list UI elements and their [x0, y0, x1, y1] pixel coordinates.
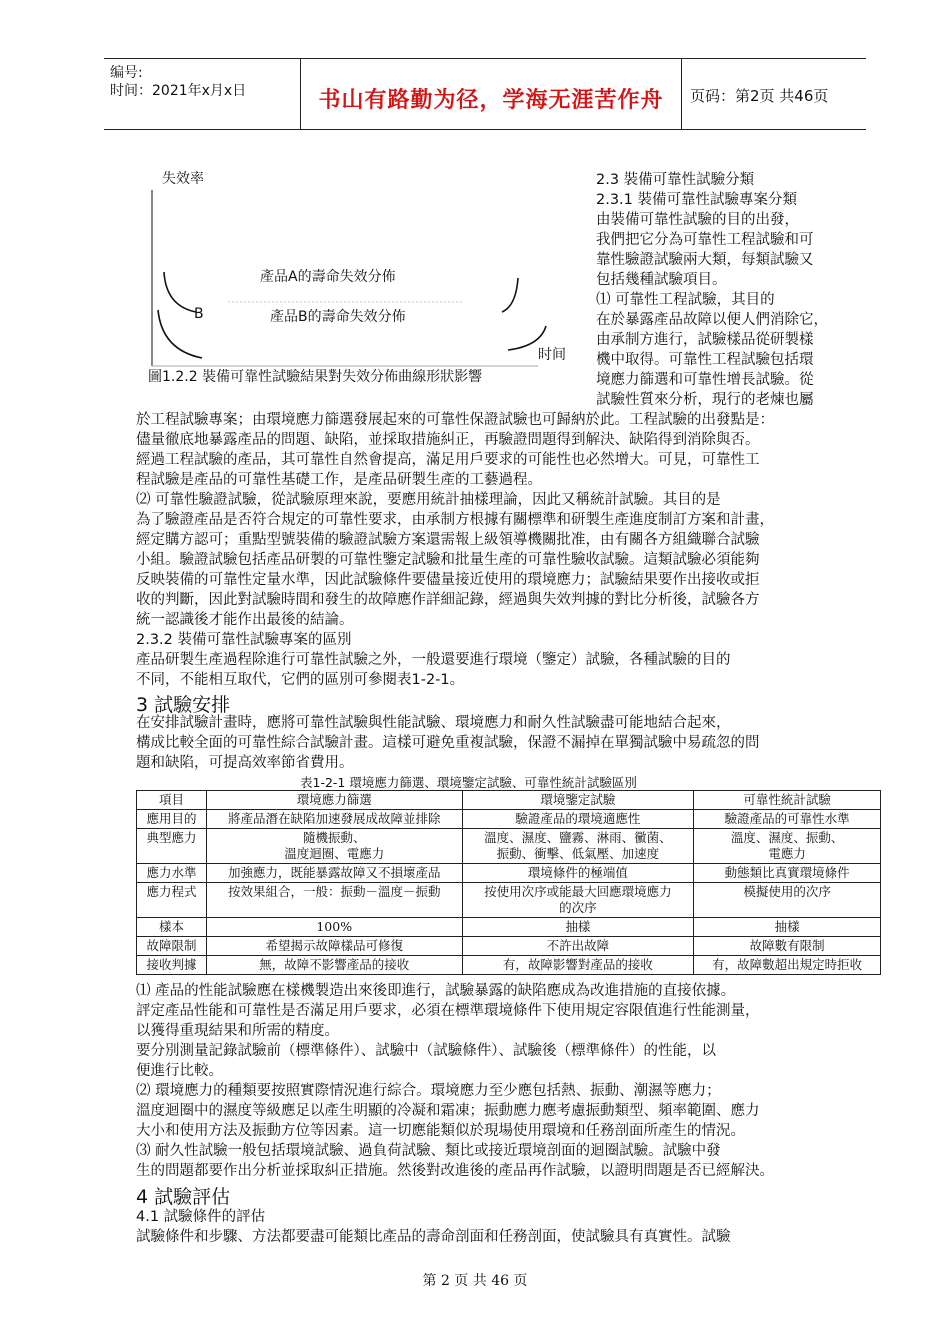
subsection-title: 4.1 試驗條件的評估 [136, 1209, 266, 1225]
table-cell: 按效果組合，一般：振動－溫度－振動 [206, 883, 462, 918]
subsection-title: 2.3.2 裝備可靠性試驗專案的區別 [136, 632, 352, 648]
text-line: 不同，不能相互取代，它們的區別可參閱表1-2-1。 [136, 672, 465, 688]
section-4-title: 4 試驗評估 [136, 1186, 231, 1208]
table-row [137, 829, 881, 864]
curve-a-left [164, 272, 196, 312]
text-line: ⑴ 產品的性能試驗應在樣機製造出來後即進行，試驗暴露的缺陷應成為改進措施的直接依據。 [136, 983, 736, 999]
motto: 书山有路勤为径，学海无涯苦作舟 [318, 88, 664, 113]
curve-b-marker: B [194, 306, 204, 322]
table-header: 環境應力篩選 [206, 791, 462, 810]
comparison-table [136, 790, 881, 975]
text-line: 要分別測量記錄試驗前（標準條件）、試驗中（試驗條件）、試驗後（標準條件）的性能，以 [136, 1043, 716, 1059]
table-row [137, 864, 881, 883]
table-header: 環境鑒定試驗 [462, 791, 694, 810]
table-row [137, 883, 881, 918]
text-line: 由裝備可靠性試驗的目的出發， [596, 212, 799, 228]
table-header: 項目 [137, 791, 207, 810]
text-line: ⑴ 可靠性工程試驗，其目的 [596, 292, 775, 308]
table-header: 可靠性統計試驗 [694, 791, 881, 810]
number-label: 编号: [110, 65, 143, 81]
figure-caption: 圖1.2.2 裝備可靠性試驗結果對失效分佈曲線形狀影響 [148, 369, 483, 385]
text-line: 在安排試驗計畫時，應將可靠性試驗與性能試驗、環境應力和耐久性試驗盡可能地結合起來， [136, 715, 731, 731]
header-meta-cell [104, 59, 301, 129]
table-row [137, 937, 881, 956]
section-3-title: 3 試驗安排 [136, 694, 231, 716]
header-page-cell [682, 59, 866, 129]
text-line: 試驗性質來分析，現行的老煉也屬 [596, 392, 814, 408]
text-line: 小組。驗證試驗包括產品研製的可靠性鑒定試驗和批量生產的可靠性驗收試驗。這類試驗必須能夠 [136, 552, 760, 568]
text-line: 於工程試驗專案；由環境應力篩選發展起來的可靠性保證試驗也可歸納於此。工程試驗的出發點是： [136, 412, 774, 428]
text-line: 靠性驗證試驗兩大類，每類試驗又 [596, 252, 814, 268]
failure-distribution-figure [148, 160, 578, 388]
time-label: 时间：2021年x月x日 [110, 83, 247, 99]
text-line: 題和缺陷，可提高效率節省費用。 [136, 755, 354, 771]
text-line: 儘量徹底地暴露產品的問題、缺陷，並採取措施糾正，再驗證問題得到解決、缺陷得到消除與否。 [136, 432, 760, 448]
table-cell: 樣本 [137, 918, 207, 937]
text-line: 評定產品性能和可靠性是否滿足用戶要求，必須在標準環境條件下使用規定容限值進行性能測量， [136, 1003, 760, 1019]
text-line: 產品研製生產過程除進行可靠性試驗之外，一般還要進行環境（鑒定）試驗，各種試驗的目的 [136, 652, 731, 668]
table-cell: 按使用次序或能最大回應環境應力 的次序 [462, 883, 694, 918]
table-cell: 隨機振動、 溫度迴圈、電應力 [206, 829, 462, 864]
text-line: 2.3.1 裝備可靠性試驗專案分類 [596, 192, 798, 208]
table-caption: 表1-2-1 環境應力篩選、環境鑒定試驗、可靠性統計試驗區別 [300, 775, 637, 790]
text-line: 反映裝備的可靠性定量水準，因此試驗條件要儘量接近使用的環境應力；試驗結果要作出接收或拒 [136, 572, 760, 588]
table-row [137, 918, 881, 937]
table-cell: 接收判據 [137, 956, 207, 975]
page-header [104, 58, 866, 130]
curve-b-label: 產品B的壽命失效分佈 [270, 309, 406, 325]
text-line: 經過工程試驗的產品，其可靠性自然會提高，滿足用戶要求的可能性也必然增大。可見，可靠性工 [136, 452, 760, 468]
text-line: ⑵ 可靠性驗證試驗，從試驗原理來說，要應用統計抽樣理論，因此又稱統計試驗。其目的是 [136, 492, 721, 508]
text-line: 我們把它分為可靠性工程試驗和可 [596, 232, 814, 248]
table-cell: 抽樣 [462, 918, 694, 937]
curve-a-label: 產品A的壽命失效分佈 [260, 269, 396, 285]
table-header-row [137, 791, 881, 810]
table-row [137, 956, 881, 975]
page-footer: 第 2 页 共 46 页 [422, 1273, 528, 1289]
table-cell: 應力水準 [137, 864, 207, 883]
text-line: 在於暴露產品故障以便人們消除它， [596, 312, 828, 328]
table-cell: 溫度、濕度、振動、 電應力 [694, 829, 881, 864]
page-info: 页码：第2页 共46页 [690, 87, 829, 105]
table-cell: 無，故障不影響產品的接收 [206, 956, 462, 975]
table-cell: 100% [206, 918, 462, 937]
text-line: 試驗條件和步驟、方法都要盡可能類比產品的壽命剖面和任務剖面，使試驗具有真實性。試驗 [136, 1229, 731, 1245]
text-line: 統一認識後才能作出最後的結論。 [136, 612, 354, 628]
table-cell: 典型應力 [137, 829, 207, 864]
table-cell: 希望揭示故障樣品可修復 [206, 937, 462, 956]
text-line: 境應力篩選和可靠性增長試驗。從 [596, 372, 814, 388]
text-line: 經定購方認可；重點型號裝備的驗證試驗方案還需報上級領導機關批准，由有關各方組織聯合試驗 [136, 532, 760, 548]
text-line: 生的問題都要作出分析並採取糾正措施。然後對改進後的產品再作試驗，以證明問題是否已經解決。 [136, 1163, 774, 1179]
table-cell: 故障數有限制 [694, 937, 881, 956]
table-cell: 不許出故障 [462, 937, 694, 956]
table-cell: 應用目的 [137, 810, 207, 829]
text-line: 包括幾種試驗項目。 [596, 272, 727, 288]
text-line: 以獲得重現結果和所需的精度。 [136, 1023, 339, 1039]
text-line: 程試驗是產品的可靠性基礎工作，是產品研製生產的工藝過程。 [136, 472, 542, 488]
text-line: 機中取得。可靠性工程試驗包括環 [596, 352, 814, 368]
table-cell: 應力程式 [137, 883, 207, 918]
table-cell: 加強應力，既能暴露故障又不損壞產品 [206, 864, 462, 883]
text-line: 為了驗證產品是否符合規定的可靠性要求，由承制方根據有關標準和研製生產進度制訂方案和計畫， [136, 512, 774, 528]
table-cell: 動態類比真實環境條件 [694, 864, 881, 883]
text-line: 便進行比較。 [136, 1063, 223, 1079]
text-line: 構成比較全面的可靠性綜合試驗計畫。這樣可避免重複試驗，保證不漏掉在單獨試驗中易疏忽的問 [136, 735, 760, 751]
table-cell: 有，故障影響對產品的接收 [462, 956, 694, 975]
table-cell: 抽樣 [694, 918, 881, 937]
table-row [137, 810, 881, 829]
table-cell: 將產品潛在缺陷加速發展成故障並排除 [206, 810, 462, 829]
table-cell: 環境條件的極端值 [462, 864, 694, 883]
table-cell: 模擬使用的次序 [694, 883, 881, 918]
text-line: 大小和使用方法及振動方位等因素。這一切應能類似於現場使用環境和任務剖面所產生的情況。 [136, 1123, 745, 1139]
text-line: ⑵ 環境應力的種類要按照實際情況進行綜合。環境應力至少應包括熱、振動、潮濕等應力； [136, 1083, 721, 1099]
text-line: ⑶ 耐久性試驗一般包括環境試驗、過負荷試驗、類比或接近環境剖面的迴圈試驗。試驗中發 [136, 1143, 721, 1159]
curve-a-right [502, 278, 518, 312]
table-cell: 溫度、濕度、鹽霧、淋雨、黴菌、 振動、衝擊、低氣壓、加速度 [462, 829, 694, 864]
x-axis-label: 时间 [538, 347, 566, 363]
text-line: 由承制方進行，試驗樣品從研製樣 [596, 332, 814, 348]
table-cell: 驗證產品的可靠性水準 [694, 810, 881, 829]
text-line: 溫度迴圈中的濕度等級應足以產生明顯的冷凝和霜凍；振動應力應考慮振動類型、頻率範圍、應力 [136, 1103, 760, 1119]
header-motto-cell [301, 59, 682, 129]
text-line: 收的判斷，因此對試驗時間和發生的故障應作詳細記錄，經過與失效判據的對比分析後，試驗各方 [136, 592, 760, 608]
text-line: 2.3 裝備可靠性試驗分類 [596, 172, 755, 188]
table-cell: 故障限制 [137, 937, 207, 956]
table-cell: 有，故障數超出規定時拒收 [694, 956, 881, 975]
table-cell: 驗證產品的環境適應性 [462, 810, 694, 829]
y-axis-label: 失效率 [162, 171, 204, 187]
